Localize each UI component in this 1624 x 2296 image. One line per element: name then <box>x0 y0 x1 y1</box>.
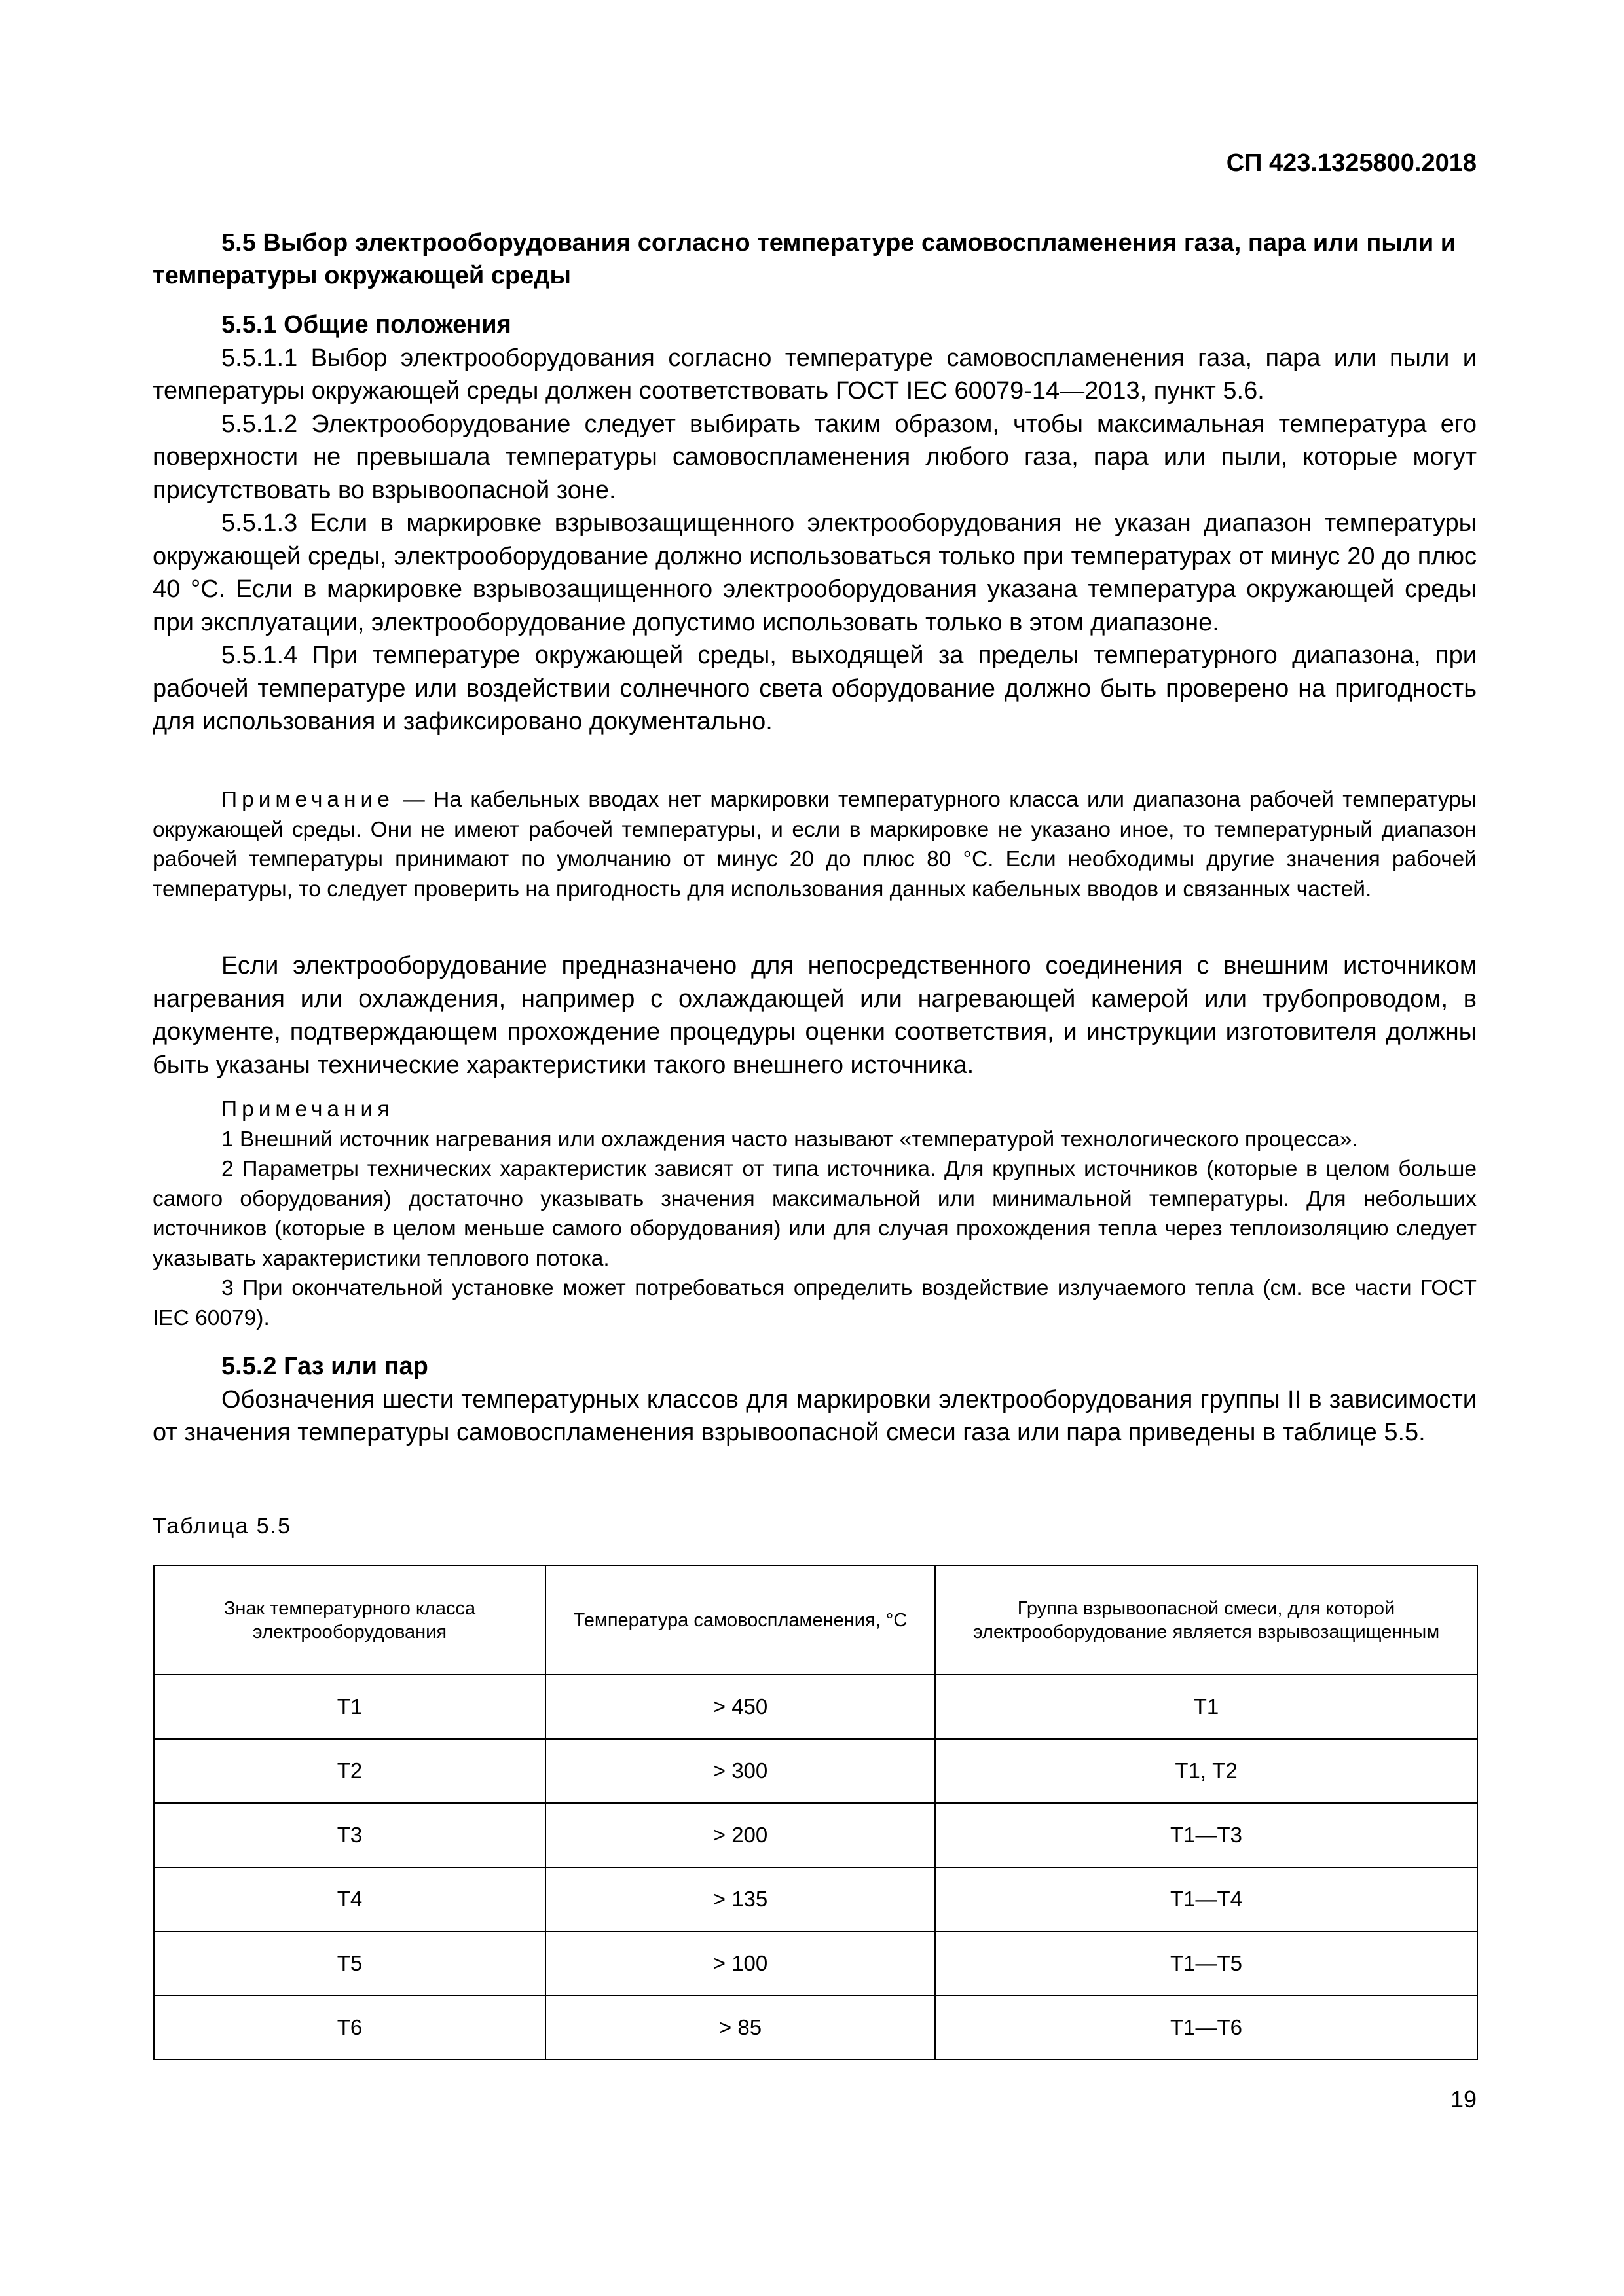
paragraph: 5.5.1.2 Электрооборудование следует выбирать таким образом, чтобы максимальная температура его поверхности не превышала температуры самовоспламенения любого газа, пара или пыли, которые могут присутствовать во взрывоопасной зоне. <box>153 410 1477 504</box>
column-header: Группа взрывоопасной смеси, для которой электрооборудование является взрывозащищенным <box>935 1565 1477 1675</box>
column-header: Знак температурного класса электрооборудования <box>154 1565 545 1675</box>
paragraph: 5.5.1.3 Если в маркировке взрывозащищенного электрооборудования не указан диапазон температуры окружающей среды, электрооборудование должно использоваться только при температурах от минус 20 до плюс 40 °С. Если в маркировке взрывозащищенного электрооборудования указана температура окружающей среды при эксплуатации, электрооборудование допустимо использовать только в этом диапазоне. <box>153 509 1477 636</box>
section-heading: 5.5 Выбор электрооборудования согласно температуре самовоспламенения газа, пара или пыли и температуры окружающей среды <box>153 229 1456 289</box>
document-code: СП 423.1325800.2018 <box>1226 149 1477 177</box>
note-item: 2 Параметры технических характеристик зависят от типа источника. Для крупных источников (которые в целом больше самого оборудования) достаточно указывать значения максимальной или минимальной температуры. Для небольших источников (которые в целом меньше самого оборудования) или для случая прохождения тепла через теплоизоляцию следует указывать характеристики теплового потока. <box>153 1157 1477 1271</box>
note-item: 1 Внешний источник нагревания или охлаждения часто называют «температурой технологического процесса». <box>221 1127 1358 1152</box>
column-header: Температура самовоспламенения, °С <box>545 1565 935 1675</box>
notes-label: Примечания <box>221 1097 394 1121</box>
paragraph: 5.5.1.4 При температуре окружающей среды, выходящей за пределы температурного диапазона, при рабочей температуре или воздействии солнечного света оборудование должно быть проверено на пригодность для использования и зафиксировано документально. <box>153 642 1477 735</box>
section-5-5 <box>153 227 1477 292</box>
table-cell: Т1 <box>935 1675 1477 1739</box>
temperature-class-table <box>153 1565 1478 2060</box>
table-row <box>154 1803 1477 1867</box>
table-cell: Т1, Т2 <box>935 1739 1477 1803</box>
table-row <box>154 1931 1477 1995</box>
table-cell: Т2 <box>154 1739 545 1803</box>
section-5-5-2 <box>153 1350 1477 1449</box>
table-cell: Т6 <box>154 1995 545 2060</box>
table-row <box>154 1739 1477 1803</box>
subsection-heading: 5.5.2 Газ или пар <box>221 1353 428 1380</box>
table-caption: Таблица 5.5 <box>153 1514 292 1539</box>
table-row <box>154 1867 1477 1931</box>
page-number: 19 <box>1450 2086 1477 2113</box>
section-5-5-1 <box>153 308 1477 738</box>
table-cell: Т1—Т3 <box>935 1803 1477 1867</box>
table-cell: Т3 <box>154 1803 545 1867</box>
table-cell: > 100 <box>545 1931 935 1995</box>
note-label: Примечание <box>221 788 394 812</box>
subsection-heading: 5.5.1 Общие положения <box>221 311 511 338</box>
paragraph: 5.5.1.1 Выбор электрооборудования согласно температуре самовоспламенения газа, пара или пыли и температуры окружающей среды должен соответствовать ГОСТ IEC 60079-14—2013, пункт 5.6. <box>153 344 1477 405</box>
paragraph: Обозначения шести температурных классов для маркировки электрооборудования группы II в зависимости от значения температуры самовоспламенения взрывоопасной смеси газа или пара приведены в таблице 5.5. <box>153 1385 1477 1446</box>
table-cell: > 300 <box>545 1739 935 1803</box>
table-cell: Т1—Т5 <box>935 1931 1477 1995</box>
table-cell: Т5 <box>154 1931 545 1995</box>
paragraph: Если электрооборудование предназначено для непосредственного соединения с внешним источником нагревания или охлаждения, например с охлаждающей или нагревающей камерой или трубопроводом, в документе, подтверждающем прохождение процедуры оценки соответствия, и инструкции изготовителя должны быть указаны технические характеристики такого внешнего источника. <box>153 952 1477 1079</box>
table-cell: Т1—Т6 <box>935 1995 1477 2060</box>
table-header-row <box>154 1565 1477 1675</box>
table-cell: > 200 <box>545 1803 935 1867</box>
table-cell: Т4 <box>154 1867 545 1931</box>
table-cell: Т1—Т4 <box>935 1867 1477 1931</box>
table-cell: > 85 <box>545 1995 935 2060</box>
table-cell: > 450 <box>545 1675 935 1739</box>
table-row <box>154 1995 1477 2060</box>
table-cell: Т1 <box>154 1675 545 1739</box>
note-item: 3 При окончательной установке может потребоваться определить воздействие излучаемого тепла (см. все части ГОСТ IEC 60079). <box>153 1276 1477 1330</box>
note <box>153 785 1477 904</box>
paragraph-block <box>153 949 1477 1082</box>
note-text: — На кабельных вводах нет маркировки температурного класса или диапазона рабочей температуры окружающей среды. Они не имеют рабочей температуры, и если в маркировке не указано иное, то температурный диапазон рабочей температуры принимают по умолчанию от минус 20 до плюс 80 °С. Если необходимы другие значения рабочей температуры, то следует проверить на пригодность для использования данных кабельных вводов и связанных частей. <box>153 788 1477 902</box>
notes <box>153 1095 1477 1333</box>
table-cell: > 135 <box>545 1867 935 1931</box>
table-row <box>154 1675 1477 1739</box>
